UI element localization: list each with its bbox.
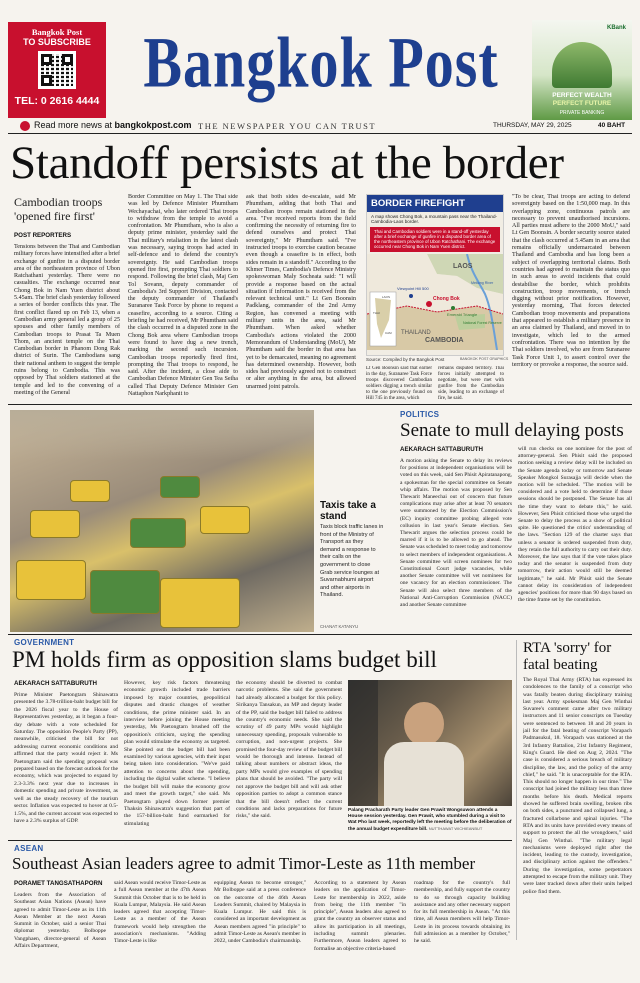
taxi-caption-title: Taxis take a stand xyxy=(320,500,376,522)
map-label-cambodia: CAMBODIA xyxy=(425,336,464,344)
inset-label-thai: THAI xyxy=(373,310,380,315)
subscribe-label: TO SUBSCRIBE xyxy=(23,37,91,47)
asean-col3: equipping Asean to become stronger," Mr Bolboppe said at a press conference on the outcome of the 46th Asean Leaders Summit, chaired by Malaysia in Kuala Lumpur. He said this is considered an important development as Asean members agreed "in principle" to admit Timor-Leste as Asean's member in 2022, under Cambodia's chairmanship. xyxy=(214,880,306,945)
taxi-photo[interactable] xyxy=(10,410,314,632)
asean-headline: Southeast Asian leaders agree to admit Timor-Leste as 11th member xyxy=(12,854,476,873)
ad-image xyxy=(552,42,612,88)
section-divider-2 xyxy=(8,634,632,635)
senate-headline: Senate to mull delaying posts xyxy=(400,420,624,441)
map-label-forest: National Forest Reserve xyxy=(463,320,502,325)
map-title: BORDER FIREFIGHT xyxy=(367,195,503,212)
map-credit: Source: Compiled by the Bangkok Post xyxy=(366,357,445,362)
subscribe-box[interactable] xyxy=(8,22,106,118)
prawit-photo[interactable] xyxy=(348,680,512,806)
map-desc2: Thai and Cambodian soldiers were in a stand-off yesterday after a brief exchange of gunfire in a disputed border area of the northeastern province of Ubon Ratchathani. The exchange occurred near Chong Bok in Nam Yuen district. xyxy=(370,227,500,252)
map-label-laos: LAOS xyxy=(453,262,473,270)
senate-byline: AEKARACH SATTABURUTH xyxy=(400,446,483,453)
lead-col3: ask that both sides de-escalate, said Mr Phumtham, adding that both Thai and Cambodian troops remain stationed in the area. "I've received reports from the field confirming the necessity of returning fire to defend ourselves and protect Thai sovereignty," Mr Phumtham said. "I've instructed troops to exercise caution because even though a ceasefire is in effect, both sides remain in a standoff." According to the Khmer Times, Cambodia's Defence Ministry spokeswoman Maly Socheata said: "I will provide a response based on the actual situation if information is received from the relevant technical unit." Lt Gen Boonsin Padklang, commander of the 2nd Army Region, has convened a meeting with military units in the area, said Mr Phumtham. When asked whether Cambodia's actions violated the 2000 Memorandum of Understanding (MoU), Mr Phumtham said the border in that area has yet to be demarcated, meaning no agreement has determined ownership. However, both sides had previously agreed not to construct or alter anything in the area, but allowed unarmed joint patrols. xyxy=(246,194,356,390)
subscribe-phone[interactable]: TEL: 0 2616 4444 xyxy=(14,95,100,107)
rta-box xyxy=(516,640,632,940)
taxi-caption: Taxis block traffic lanes in front of the Ministry of Transport as they demand a response to their calls on the government to close Grab service lounges at Suvarnabhumi airport and other airports in Thailand. xyxy=(320,524,384,599)
map-graphic xyxy=(367,254,503,350)
map-desc: A map shows Chong Bok, a mountain pass near the Thailand-Cambodia-Laos border. xyxy=(371,214,498,225)
senate-col1: A motion asking the Senate to delay its reviews for positions at independent organisations will be voted on this week, said Sen Phisit Apiratanapong, a spokesman for the special committee on Senate whip affairs. The motion was proposed by Sen Thewarit Maneechai out of concern that future complications may arise after at least 70 senators were summoned by the Election Commission's (EC) inquiry committee probing alleged vote collusion in last year's Senate election. Sen Thewarit argues the selection process could be marred if it is to be allowed to go ahead. The Senate was scheduled to meet today and tomorrow to select members of independent organisations. A Senate committee will screen nominees for two Constitutional Court judge vacancies, while another Senate committee will vet nominees for one vacancy for an election commissioner. The Senate will also select three members of the National Anti-Corruption Commission (NACC) and another Senate committee xyxy=(400,458,512,609)
budget-col3: the economy should be diverted to combat narcotic problems. She said the government had already allocated a budget for this policy. Sirikanya Tansakun, an MP and deputy leader of the PP, said the budget bill failed to address the country's economic needs. She said the scrutiny of 49 party MPs would highlight unnecessary spending, proposals vulnerable to corruption, and non-urgent projects. She promised the four-day review of the budget bill would be thorough and intense. Instead of talking about numbers or abstract ideas, the party MPs would give examples of spending plans that should be avoided. "The party will not approve the budget bill and will ask other opposition parties to adopt a common stance that the bill doesn't reflect the current conditions and lacks preparations for future risks," she said. xyxy=(236,680,342,820)
emerald-marker xyxy=(451,306,455,310)
lead-col1: Tensions between the Thai and Cambodian military forces have intensified after a brief exchange of gunfire in a disputed border area of the northeastern province of Ubon Ratchathani yesterday. There were no casualties. The exchange occurred near Chong Bok in Nam Yuen district about 5.45am. The brief clash yesterday followed a series of border conflicts this year. The first conflict flared up on Feb 13, when a Cambodian army general led a group of 25 spouses and other family members of Cambodian troops to Prasat Ta Muen Thom, an ancient temple on the Thai Cambodian border in Phanom Dong Rak district of Surin. The Cambodians sang their national anthem to suggest the temple ruins belong to Cambodia. This was opposed by Thai soldiers stationed at the temple and led to the convening of a meeting of the General xyxy=(14,244,120,396)
ad-banner[interactable] xyxy=(532,20,632,120)
asean-byline: PORAMET TANGSATHAPORN xyxy=(14,880,103,887)
masthead-title: Bangkok Post xyxy=(143,21,499,103)
price: 40 BAHT xyxy=(598,122,626,129)
asean-col1: Leaders from the Association of Southeast Asian Nations (Asean) have agreed to admit Timor-Leste as its 11th Asean Member at the next Asean Summit in October, said a senior Thai diplomat yesterday. Bolboppe Vangphaen, director-general of Asean Affairs Department, xyxy=(14,892,106,950)
ad-brand: KBank xyxy=(606,25,626,31)
budget-col1: Prime Minister Paetongtarn Shinawatra presented the 3.78-trillion-baht budget bill for the 2026 fiscal year to the House of Representatives yesterday, as it began a four-day debate with a vote scheduled for Saturday. The opposition People's Party (PP), meanwhile, criticised the bill for not addressing current economic conditions and affirmed that the party would reject it. Ms Paetongtarn said the spending proposal was prepared based on the forecast outlook for the economy, which was projected to expand by 2.3-3.3% next year due to increases in domestic spending and private investment, as well as the steady recovery of the tourism sector. Inflation was expected to hover at 0.5-1.5%, and the current account was expected to have a 2.3% surplus of GDP. xyxy=(14,692,118,824)
hill-marker xyxy=(409,294,413,298)
ad-line2: PERFECT FUTURE xyxy=(552,100,612,107)
lead-col4b: remains disputed territory. Thai forces initially attempted to negotiate, but were met with gunfire from the Cambodian side, leading to an exchange of fire, he said. xyxy=(438,366,504,401)
prawit-caption: Palang Pracharath Party leader Gen Prawit Wongsuwon attends a House session yesterday. Gen Prawit, who stumbled during a visit to Wat Pho last week, reportedly left the meeting before the deliberation of the annual budget expenditure bill. NUTTHAWAT WICHIEANBUT xyxy=(348,808,512,832)
ad-line3: PRIVATE BANKING xyxy=(559,110,605,116)
budget-col2: However, key risk factors threatening economic growth included trade barriers imposed by major countries, geopolitical disputes and drastic changes of weather conditions, the prime minister said. In an interview before joining the House meeting yesterday, Ms Paetongtarn brushed off the opposition's criticism, saying the spending plan would stimulate the economy as targeted. She pointed out the budget bill had been examined by various agencies, with their input being taken into consideration. "We've paid attention to concerns about the spending, including the digital wallet scheme. "I believe the budget bill will make the economy grow and meet the growth target," she said. Ms Paetongtarn played down former premier Thaksin Shinawatra's suggestion that part of the 157-billion-baht fund earmarked for stimulating xyxy=(124,680,230,827)
budget-kicker: GOVERNMENT xyxy=(14,638,75,647)
asean-col4: According to a statement by Asean leaders on the application of Timor-Leste for membership in 2022, aside from being the 11th member "in principle", Asean leaders also agreed to grant the country an observer status and allow its participation in all meetings, including summit plenaries. Furthermore, Asean leaders agreed to formalise an objective criteria-based xyxy=(314,880,406,952)
senate-kicker: POLITICS xyxy=(400,410,440,419)
taxi-credit: CHANAT KATANYU xyxy=(320,624,359,629)
lead-col5: "To be clear, Thai troops are acting to defend sovereignty based on the 1:50,000 map. In this overlapping zone, continuous patrols are necessary to prevent unauthorised incursions. All parties must adhere to the 2000 MoU," said Lt Gen Boonsin. A border security source stated that the clash occurred at 5.45am in an area that remains officially undemarcated between Thailand and Cambodia and has long been a subject of overlapping territorial claims. Both countries had agreed to maintain the status quo in such areas to avoid incidents that could destabilise the border, which prohibits construction, troop movements, or trench digging without prior notification. However, yesterday morning, Thai forces detected Cambodian troop movements and preparations that appeared to establish a military presence in an area claimed by Thailand, and moved in to investigate, which led to the armed confrontation. There was no intention by the Thai soldiers involved, who are from Suranaree Task Force Unit 1, to assert control over the territory or provoke a response, the source said. xyxy=(512,194,630,368)
ad-line1: PERFECT WEALTH xyxy=(552,92,612,99)
chong-bok-marker xyxy=(426,301,432,307)
lead-headline: Standoff persists at the border xyxy=(10,137,564,189)
rta-headline: RTA 'sorry' for fatal beating xyxy=(523,640,612,673)
lead-col4a: Lt Gen Boonsin said that earlier in the day, Suranaree Task Force troops discovered Cambodian soldiers digging a trench similar to the one previously found on Hill 745 in the area, which xyxy=(366,366,432,401)
border-map xyxy=(366,194,504,356)
asean-kicker: ASEAN xyxy=(14,844,44,853)
rta-body: The Royal Thai Army (RTA) has expressed its condolences to the family of a conscript who was fatally beaten during disciplinary training last year. Army spokesman Maj Gen Winthai Suvaree's comment came after two military instructors and 11 senior conscripts on Tuesday were sentenced to between 18 and 20 years in jail for the fatal beating of conscript Vorapach Padmasukul, 18. Vorapach was stationed at the 3rd Infantry Battalion, 21st Infantry Regiment, King's Guard. He died on Aug 2, 2024. "The case is considered a serious breach of military discipline, the law, and the policy of the army chief," he said. "It is unacceptable for the RTA. This should no longer happen in our time." The conscript had joined the military less than three months before his death. Medical reports showed he suffered brain swelling, broken ribs on both sides, a punctured and collapsed lung, a fractured collarbone and spinal injuries. "The RTA and its units have provided every means of support to protect the all the wrongdoers," said Maj Gen Winthai. "The military legal mechanisms were deployed right after the incident, leading to the custody, investigation, and disciplinary action against the offenders." During the investigation, some perpetrators attempted to escape from the military unit. They were later tracked down after their units helped police find them. xyxy=(523,677,632,895)
lead-col2: Border Committee on May 1. The Thai side was led by Defence Minister Phumtham Wechayachai, who later ordered Thai troops to withdraw from the temple to avoid a confrontation. Mr Phumtham, who is also a deputy prime minister, yesterday said the Thai military's retaliation in the latest clash was necessary, saying troops had acted in self-defence and to defend the country's sovereignty. He said Cambodian troops opened fire first, prompting Thai soldiers to respond. Following the brief clash, Maj Gen Tol Sovann, deputy commander of Cambodia's 3rd Support Division, contacted the deputy commander of Thailand's Suranaree Task Force by phone to request a ceasefire, according to a source. Citing a briefing he had received, Mr Phumtham said the clash occurred in a disputed zone in the Chong Bok area where Cambodian troops were found to have dug a new trench, marking the second such incursion. Cambodian troops reportedly fired first, prompting the Thai troops to respond, he said. After the incident, a close aide to Cambodian Defence Minister Gen Tea Seiha called Thai Deputy Defence Minister Gen Nattaphon Narkphanit to xyxy=(128,194,238,398)
senate-col2: will run checks on one nominee for the post of attorney-general. Sen Phisit said the proposed motion seeking a review delay will be included on the Senate agenda today or tomorrow and Senate Speaker Mongkol Surasajja will decide when the motion will be scheduled. "The motion will be considered and a vote held to determine if those sessions should be postponed. The Senate has all the time they want to debate this," he said. However, Sen Phisit criticised those who urged the Senate to delay the process as a show of political spite. He questioned the critics' understanding of the laws. "Section 129 of the charter says that unless a senator is ordered suspended from duty, they retain the full authority to carry out their duty. Moreover, the law says that if the vote takes place today and the senator is suspended from duty tomorrow, their action would still be deemed legitimate," he said. Mr Phisit said the Senate cannot delay its consideration of independent agencies' positions for more than 90 days based on the time frame set by the constitution. xyxy=(518,446,632,604)
asean-col5: roadmap for the country's full membership, and fully support the country to do so through capacity building assistance and any other necessary support for its full membership in Asean. "At this time, all Asean members will help Timor-Leste in its process towards obtaining its full admission as a member by October," he said. xyxy=(414,880,510,945)
inset-label-laos: LAOS xyxy=(382,294,391,299)
subscribe-brand: Bangkok Post xyxy=(31,27,83,37)
budget-headline: PM holds firm as opposition slams budget bill xyxy=(12,647,437,672)
map-label-chong-bok: Chong Bok xyxy=(433,295,460,302)
budget-byline: AEKARACH SATTABURUTH xyxy=(14,680,97,687)
edition-date: THURSDAY, MAY 29, 2025 xyxy=(493,122,572,129)
masthead-tagline: THE NEWSPAPER YOU CAN TRUST xyxy=(198,121,377,131)
qr-code-icon xyxy=(38,51,76,89)
read-more-text[interactable]: Read more news at bangkokpost.com xyxy=(34,120,192,130)
lead-byline: POST REPORTERS xyxy=(14,232,72,239)
inset-label-cam: CAM xyxy=(385,330,392,335)
lead-subhead: Cambodian troops 'opened fire first' xyxy=(14,195,103,223)
map-label-emerald: Emerald Triangle xyxy=(447,311,478,317)
asean-col2: said Asean would receive Timor-Leste as a full Asean member at the 47th Asean Summit this October that is to be held in Kuala Lumpur, Malaysia. He said Asean leaders agreed that accepting Timor-Leste as a member of the Asean framework would help strengthen the association's mechanisms. "Adding Timor-Leste is like xyxy=(114,880,206,945)
map-label-mekong: Mekong River xyxy=(471,280,494,285)
section-divider xyxy=(8,404,632,405)
map-label-hill: Viewpoint Hill 500 xyxy=(397,285,429,291)
arrow-right-icon xyxy=(20,121,30,131)
masthead-bar xyxy=(8,120,632,134)
map-label-thailand: THAILAND xyxy=(401,329,431,336)
section-divider-3 xyxy=(8,840,512,841)
map-graphic-credit: BANGKOK POST GRAPHICS xyxy=(460,357,509,361)
